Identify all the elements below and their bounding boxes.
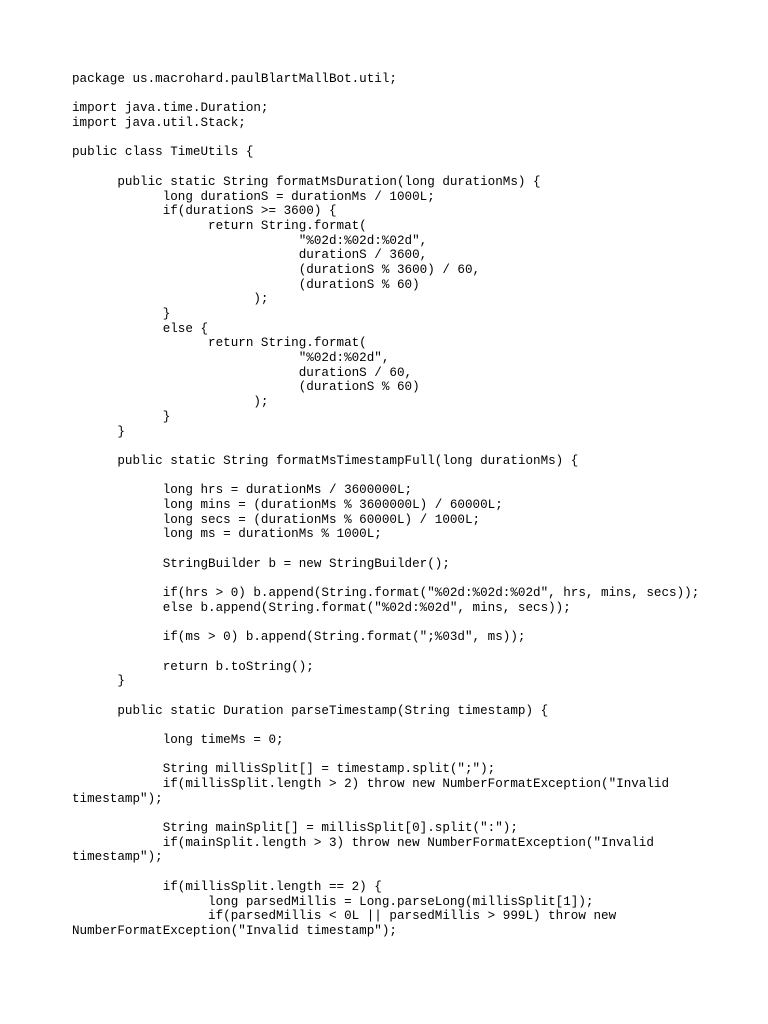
code-line: ); bbox=[72, 395, 269, 410]
code-line: long parsedMillis = Long.parseLong(millisSplit[1]); bbox=[72, 894, 594, 909]
code-line: } bbox=[72, 424, 125, 439]
code-line bbox=[72, 439, 712, 454]
code-line: } bbox=[72, 674, 125, 689]
code-line: public static Duration parseTimestamp(String timestamp) { bbox=[72, 703, 549, 718]
code-line: return b.toString(); bbox=[72, 659, 314, 674]
code-line: return String.format( bbox=[72, 218, 367, 233]
code-line: long hrs = durationMs / 3600000L; bbox=[72, 483, 413, 498]
code-line bbox=[72, 571, 712, 586]
code-line: "%02d:%02d:%02d", bbox=[72, 233, 428, 248]
code-line: durationS / 3600, bbox=[72, 248, 428, 263]
code-line bbox=[72, 718, 712, 733]
code-line bbox=[72, 806, 712, 821]
code-line: public class TimeUtils { bbox=[72, 145, 254, 160]
code-line: long timeMs = 0; bbox=[72, 732, 284, 747]
code-line: if(ms > 0) b.append(String.format(";%03d", ms)); bbox=[72, 630, 526, 645]
code-line bbox=[72, 748, 712, 763]
code-line: timestamp"); bbox=[72, 791, 163, 806]
code-line: else b.append(String.format("%02d:%02d", mins, secs)); bbox=[72, 600, 571, 615]
code-line: } bbox=[72, 307, 171, 321]
code-line: else { bbox=[72, 321, 209, 336]
code-line bbox=[72, 469, 712, 484]
code-line: if(parsedMillis < 0L || parsedMillis > 999L) throw new bbox=[72, 909, 617, 924]
code-line: long ms = durationMs % 1000L; bbox=[72, 527, 382, 542]
code-block bbox=[72, 72, 712, 939]
code-line: } bbox=[72, 409, 171, 424]
code-line: if(mainSplit.length > 3) throw new NumberFormatException("Invalid bbox=[72, 835, 654, 850]
code-line: return String.format( bbox=[72, 336, 367, 351]
code-line bbox=[72, 87, 712, 102]
code-line: long durationS = durationMs / 1000L; bbox=[72, 189, 435, 204]
code-line: String mainSplit[] = millisSplit[0].split(":"); bbox=[72, 821, 518, 836]
code-line: if(millisSplit.length == 2) { bbox=[72, 879, 382, 894]
code-line: if(hrs > 0) b.append(String.format("%02d:%02d:%02d", hrs, mins, secs)); bbox=[72, 586, 700, 601]
code-line: NumberFormatException("Invalid timestamp"); bbox=[72, 923, 397, 938]
code-line: StringBuilder b = new StringBuilder(); bbox=[72, 556, 450, 571]
code-line: ); bbox=[72, 292, 269, 307]
code-line bbox=[72, 865, 712, 880]
code-line: import java.time.Duration; bbox=[72, 101, 269, 116]
code-line: package us.macrohard.paulBlartMallBot.util; bbox=[72, 72, 397, 86]
code-line: timestamp"); bbox=[72, 850, 163, 865]
code-line bbox=[72, 160, 712, 175]
code-line bbox=[72, 542, 712, 557]
code-line: if(millisSplit.length > 2) throw new NumberFormatException("Invalid bbox=[72, 777, 670, 791]
code-line: long mins = (durationMs % 3600000L) / 60000L; bbox=[72, 497, 503, 512]
code-line: public static String formatMsTimestampFull(long durationMs) { bbox=[72, 453, 579, 468]
code-line: if(durationS >= 3600) { bbox=[72, 204, 337, 219]
code-line: import java.util.Stack; bbox=[72, 116, 246, 131]
code-line: public static String formatMsDuration(long durationMs) { bbox=[72, 174, 541, 189]
code-line: String millisSplit[] = timestamp.split(";"); bbox=[72, 762, 496, 777]
code-line: durationS / 60, bbox=[72, 365, 413, 380]
code-line bbox=[72, 615, 712, 630]
code-line: (durationS % 3600) / 60, bbox=[72, 262, 481, 277]
code-line bbox=[72, 689, 712, 704]
code-line: long secs = (durationMs % 60000L) / 1000L; bbox=[72, 512, 481, 527]
code-line: "%02d:%02d", bbox=[72, 351, 390, 366]
code-line: (durationS % 60) bbox=[72, 277, 420, 292]
code-line bbox=[72, 645, 712, 660]
code-line: (durationS % 60) bbox=[72, 380, 420, 395]
code-line bbox=[72, 131, 712, 146]
